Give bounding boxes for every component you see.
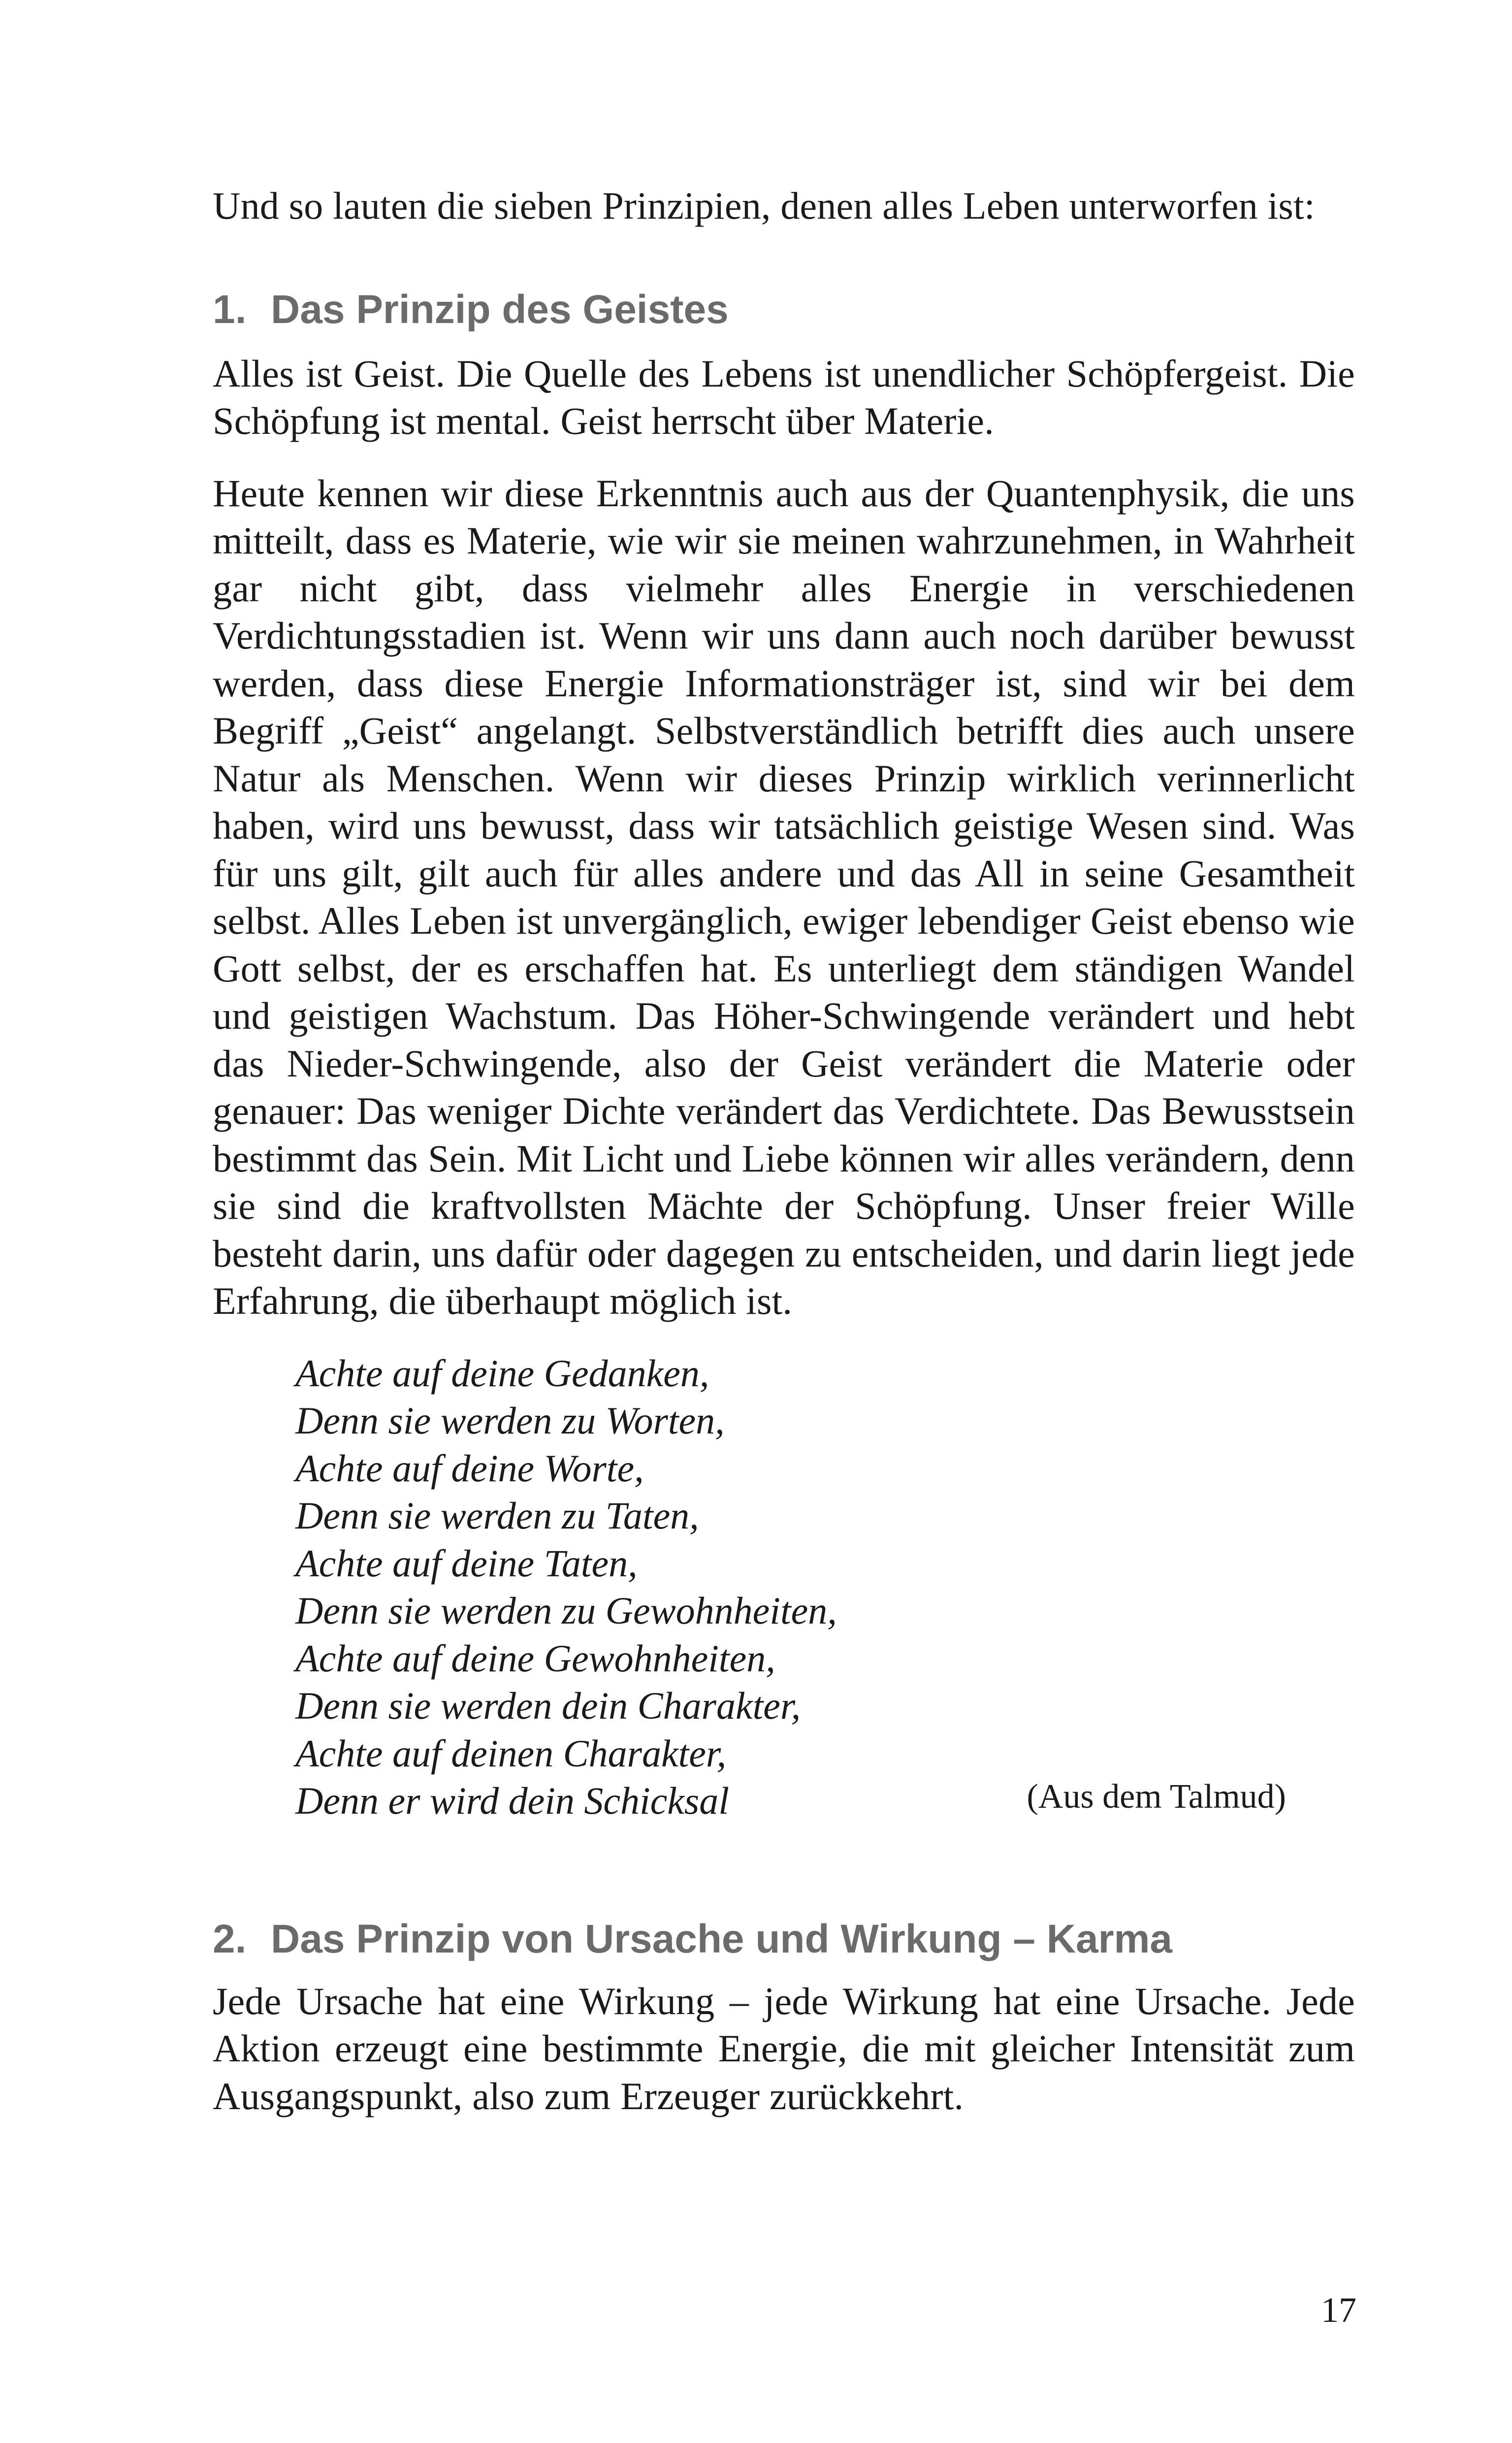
section-1-number: 1. (213, 287, 247, 332)
poem-source: (Aus dem Talmud) (1027, 1778, 1286, 1816)
section-2-heading (213, 1915, 1355, 1964)
intro-paragraph: Und so lauten die sieben Prinzipien, denen alles Leben unterworfen ist: (213, 184, 1315, 227)
poem-line: Achte auf deine Gewohnheiten, (295, 1636, 775, 1680)
poem-line: Achte auf deine Taten, (295, 1541, 638, 1585)
poem-line: Denn er wird dein Schicksal (295, 1779, 729, 1822)
poem-line: Achte auf deine Gedanken, (295, 1351, 709, 1395)
section-1-heading (213, 285, 1355, 334)
section-2-number: 2. (213, 1916, 247, 1961)
section-2-paragraph-1: Jede Ursache hat eine Wirkung – jede Wirkung hat eine Ursache. Jede Aktion erzeugt eine bestimmte Energie, die mit gleicher Intensität zum Ausgangspunkt, also zum Erzeuger zurückkehrt. (213, 1979, 1355, 2117)
poem-line: Denn sie werden zu Taten, (295, 1494, 699, 1537)
poem-line: Achte auf deine Worte, (295, 1446, 644, 1490)
section-1-paragraph-1: Alles ist Geist. Die Quelle des Lebens ist unendlicher Schöpfergeist. Die Schöpfung ist mental. Geist herrscht über Materie. (213, 352, 1355, 442)
poem-line: Achte auf deinen Charakter, (295, 1731, 727, 1775)
section-1-title: Das Prinzip des Geistes (271, 287, 729, 332)
page-number: 17 (1321, 2290, 1356, 2330)
poem-line: Denn sie werden dein Charakter, (295, 1684, 801, 1727)
page-content (213, 182, 1355, 2120)
section-1-paragraph-2: Heute kennen wir diese Erkenntnis auch aus der Quantenphysik, die uns mitteilt, dass es Materie, wie wir sie meinen wahrzunehmen, in Wahrheit gar nicht gibt, dass vielmehr alles Energie in verschiedenen Verdichtungsstadien ist. Wenn wir uns dann auch noch darüber bewusst werden, dass diese Energie Informationsträger ist, sind wir bei dem Begriff „Geist“ angelangt. Selbstverständlich betrifft dies auch unsere Natur als Menschen. Wenn wir dieses Prinzip wirklich verinnerlicht haben, wird uns bewusst, dass wir tatsächlich geistige Wesen sind. Was für uns gilt, gilt auch für alles andere und das All in seine Gesamtheit selbst. Alles Leben ist unvergänglich, ewiger lebendiger Geist ebenso wie Gott selbst, der es erschaffen hat. Es unterliegt dem ständigen Wandel und geistigen Wachstum. Das Höher-Schwingende verändert und hebt das Nieder-Schwingende, also der Geist verändert die Materie oder genauer: Das weniger Dichte verändert das Verdichtete. Das Bewusstsein bestimmt das Sein. Mit Licht und Liebe können wir alles verändern, denn sie sind die kraftvollsten Mächte der Schöpfung. Unser freier Wille besteht darin, uns dafür oder dagegen zu entscheiden, und darin liegt jede Erfahrung, die überhaupt möglich ist. (213, 471, 1355, 1322)
section-2-title: Das Prinzip von Ursache und Wirkung – Karma (271, 1916, 1173, 1961)
talmud-poem (295, 1350, 1355, 1825)
poem-line: Denn sie werden zu Worten, (295, 1399, 725, 1442)
poem-line: Denn sie werden zu Gewohnheiten, (295, 1589, 837, 1632)
